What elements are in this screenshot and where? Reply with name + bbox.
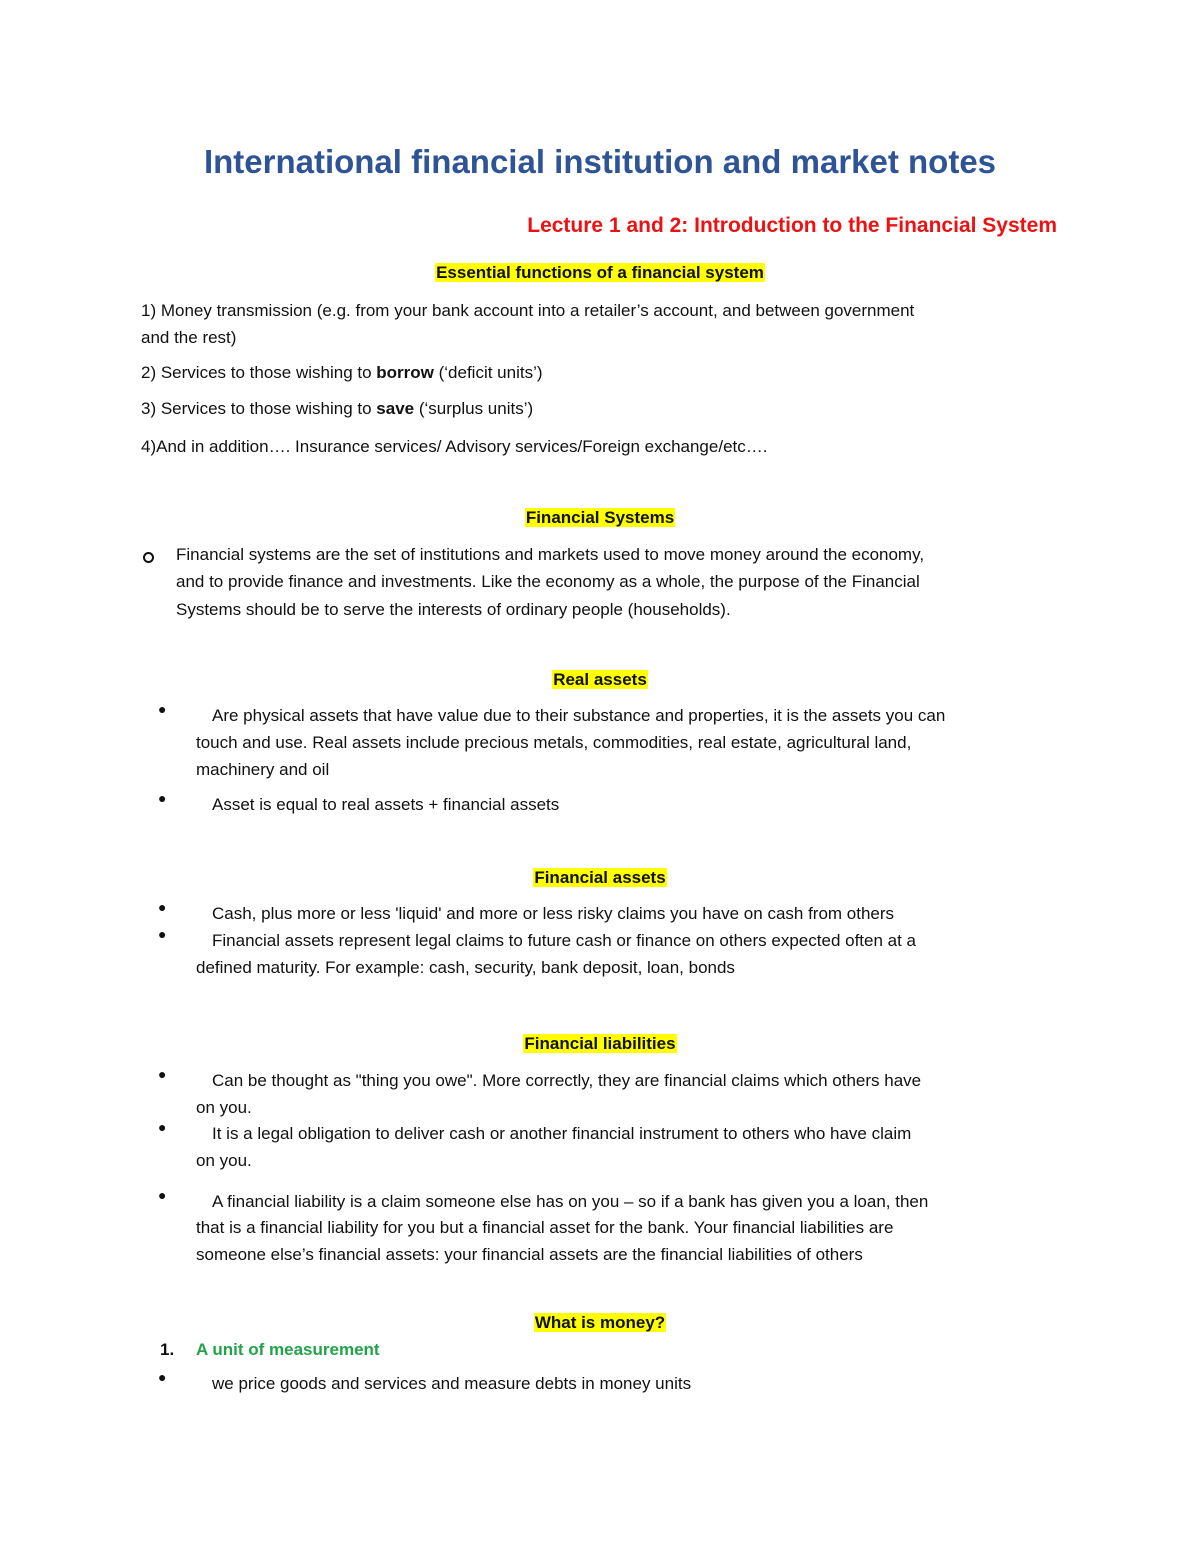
heading-essential-functions-text: Essential functions of a financial system (436, 263, 764, 282)
financial-assets-b2-line-2: defined maturity. For example: cash, security, bank deposit, loan, bonds (196, 958, 735, 977)
essential-item-3-bold: save (376, 399, 415, 418)
lecture-subtitle: Lecture 1 and 2: Introduction to the Financial System (527, 214, 1057, 237)
circle-bullet-icon (143, 552, 154, 563)
heading-real-assets (0, 670, 1200, 690)
bullet-icon: ● (158, 1066, 167, 1082)
bullet-icon: ● (158, 1119, 167, 1135)
essential-item-1-line-1: 1) Money transmission (e.g. from your bank account into a retailer’s account, and between government (141, 301, 915, 320)
liabilities-b1-line-2: on you. (196, 1098, 252, 1117)
heading-financial-systems-text: Financial Systems (525, 508, 675, 527)
heading-financial-assets-text: Financial assets (534, 868, 666, 887)
liabilities-b2-line-2: on you. (196, 1151, 252, 1170)
liabilities-b2-line-1: It is a legal obligation to deliver cash or another financial instrument to others who have claim (212, 1124, 912, 1143)
bullet-icon: ● (158, 1369, 167, 1385)
bullet-icon: ● (158, 926, 167, 942)
essential-item-3-post: (‘surplus units’) (414, 399, 534, 418)
real-assets-b1-line-1: Are physical assets that have value due to their substance and properties, it is the assets you can (212, 706, 946, 725)
real-assets-b1-line-2: touch and use. Real assets include precious metals, commodities, real estate, agricultural land, (196, 733, 912, 752)
liabilities-b3-line-3: someone else’s financial assets: your financial assets are the financial liabilities of others (196, 1245, 863, 1264)
bullet-icon: ● (158, 1187, 167, 1203)
heading-financial-systems (0, 508, 1200, 528)
financial-systems-line-1: Financial systems are the set of institutions and markets used to move money around the economy, (176, 545, 925, 564)
essential-item-3-pre: 3) Services to those wishing to (141, 399, 377, 418)
heading-financial-liabilities (0, 1034, 1200, 1054)
liabilities-b1-line-1: Can be thought as "thing you owe". More correctly, they are financial claims which others have (212, 1071, 922, 1090)
heading-financial-assets (0, 868, 1200, 888)
essential-item-2-bold: borrow (376, 363, 434, 382)
essential-item-2-pre: 2) Services to those wishing to (141, 363, 377, 382)
essential-item-2 (141, 363, 543, 383)
heading-real-assets-text: Real assets (553, 670, 647, 689)
money-item-1: A unit of measurement (196, 1340, 380, 1359)
essential-item-3 (141, 399, 533, 419)
financial-assets-b2-line-1: Financial assets represent legal claims to future cash or finance on others expected often at a (212, 931, 917, 950)
essential-item-1-line-2: and the rest) (141, 328, 237, 347)
essential-item-2-post: (‘deficit units’) (433, 363, 543, 382)
heading-financial-liabilities-text: Financial liabilities (524, 1034, 676, 1053)
financial-assets-b1: Cash, plus more or less 'liquid' and more or less risky claims you have on cash from others (212, 904, 895, 923)
bullet-icon: ● (158, 790, 167, 806)
financial-systems-line-3: Systems should be to serve the interests of ordinary people (households). (176, 600, 731, 619)
heading-what-is-money (0, 1313, 1200, 1333)
money-b1: we price goods and services and measure debts in money units (212, 1374, 692, 1393)
bullet-icon: ● (158, 899, 167, 915)
money-number-1: 1. (160, 1340, 175, 1359)
document-title: International financial institution and market notes (203, 143, 997, 180)
heading-what-is-money-text: What is money? (534, 1313, 666, 1332)
real-assets-b2: Asset is equal to real assets + financial assets (212, 795, 560, 814)
heading-essential-functions (0, 263, 1200, 283)
liabilities-b3-line-1: A financial liability is a claim someone else has on you – so if a bank has given you a loan, then (212, 1192, 929, 1211)
liabilities-b3-line-2: that is a financial liability for you but a financial asset for the bank. Your financial liabilities are (196, 1218, 894, 1237)
essential-item-4: 4)And in addition…. Insurance services/ Advisory services/Foreign exchange/etc…. (141, 437, 768, 456)
real-assets-b1-line-3: machinery and oil (196, 760, 330, 779)
bullet-icon: ● (158, 701, 167, 717)
financial-systems-line-2: and to provide finance and investments. Like the economy as a whole, the purpose of the Financial (176, 572, 920, 591)
